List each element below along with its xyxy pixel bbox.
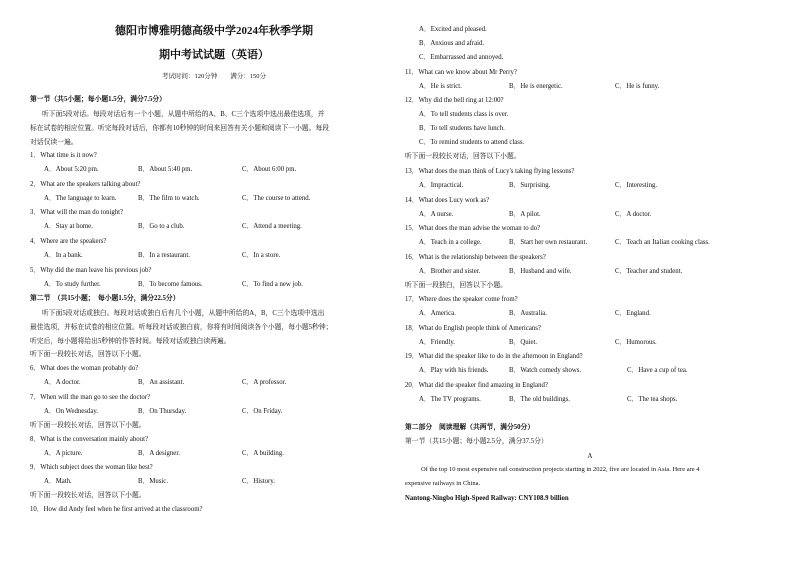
part1-instr-2: 标在试卷的相应位置。听完每段对话后，你都有10秒钟的时间来回答有关小题和阅读下一小题。每段 (30, 125, 330, 132)
q18-option-b: B．Quiet. (509, 339, 538, 346)
q15-option-c: C．Teach an Italian cooking class. (615, 239, 710, 246)
listen-instruction-10: 听下面一段较长对话，回答以下小题。 (30, 492, 146, 499)
q20-stem: 20．What did the speaker find amazing in England? (405, 382, 548, 389)
q1-option-a: A．About 5:20 pm. (44, 166, 99, 173)
q20-option-c: C．The tea shops. (627, 396, 678, 403)
q11-option-c: C．He is funny. (615, 83, 660, 90)
q13-option-b: B．Surprising. (509, 182, 551, 189)
q3-option-c: C．Attend a meeting. (242, 223, 302, 230)
q17-option-c: C．England. (615, 310, 651, 317)
q18-option-c: C．Humorous. (615, 339, 657, 346)
q12-option-b: B．To tell students have lunch. (419, 125, 505, 132)
q19-stem: 19．What did the speaker like to do in the afternoon in England? (405, 353, 583, 360)
q9-stem: 9．Which subject does the woman like best? (30, 464, 153, 471)
q2-stem: 2．What are the speakers talking about? (30, 181, 141, 188)
q2-option-b: B．The film to watch. (138, 195, 200, 202)
q3-stem: 3．What will the man do tonight? (30, 209, 124, 216)
listen-instruction-8: 听下面一段较长对话，回答以下小题。 (30, 422, 146, 429)
q4-option-c: C．In a store. (242, 252, 281, 259)
q8-option-b: B．A designer. (138, 450, 180, 457)
q10-stem: 10．How did Andy feel when he first arrived at the classroom? (30, 506, 203, 513)
q12-option-a: A．To tell students class is over. (419, 111, 509, 118)
q1-stem: 1．What time is it now? (30, 152, 97, 159)
exam-title: 期中考试试题（英语） (159, 49, 269, 61)
part1-title: 第一节（共5小题；每小题1.5分，满分7.5分） (30, 96, 166, 103)
q2-option-a: A．The language to learn. (44, 195, 117, 202)
q9-option-b: B．Music. (138, 478, 169, 485)
passage-letter: A (587, 453, 593, 460)
q5-option-c: C．To find a new job. (242, 281, 303, 288)
school-title: 德阳市博雅明德高级中学2024年秋季学期 (115, 25, 313, 37)
passage-para-2: expensive railways in China. (405, 480, 481, 487)
q8-stem: 8．What is the conversation mainly about? (30, 436, 148, 443)
part1-instr-1: 听下面5段对话。每段对话后有一个小题，从题中所给的A、B、C三个选项中选出最佳选项，并 (42, 111, 325, 118)
exam-info: 考试时间：120分钟 满分：150分 (162, 73, 266, 80)
q6-stem: 6．What does the woman probably do? (30, 365, 139, 372)
q8-option-a: A．A picture. (44, 450, 83, 457)
q15-stem: 15．What does the man advise the woman to do? (405, 225, 541, 232)
q10-option-c: C．Embarrassed and annoyed. (419, 54, 504, 61)
q19-option-a: A．Play with his friends. (419, 367, 489, 374)
q19-option-b: B．Watch comedy shows. (509, 367, 582, 374)
q7-option-b: B．On Thursday. (138, 408, 187, 415)
q11-stem: 11．What can we know about Mr Perry? (405, 69, 517, 76)
q4-option-b: B．In a restaurant. (138, 252, 190, 259)
q6-option-c: C．A professor. (242, 379, 287, 386)
q15-option-b: B．Start her own restaurant. (509, 239, 588, 246)
q17-stem: 17．Where does the speaker come from? (405, 296, 518, 303)
q3-option-a: A．Stay at home. (44, 223, 93, 230)
q10-option-b: B．Anxious and afraid. (419, 40, 485, 47)
listen-instruction-11: 听下面一段较长对话，回答以下小题。 (405, 153, 521, 160)
q9-option-a: A．Math. (44, 478, 72, 485)
q16-stem: 16．What is the relationship between the speakers? (405, 254, 546, 261)
part1-instr-3: 对话仅读一遍。 (30, 139, 78, 146)
q7-stem: 7．When will the man go to see the doctor? (30, 394, 151, 401)
listen-instruction-12: 听下面一段独白，回答以下小题。 (405, 282, 507, 289)
q5-option-a: A．To study further. (44, 281, 101, 288)
q1-option-c: C．About 6:00 pm. (242, 166, 297, 173)
q3-option-b: B．Go to a club. (138, 223, 185, 230)
q20-option-b: B．The old buildings. (509, 396, 570, 403)
q2-option-c: C．The course to attend. (242, 195, 311, 202)
q17-option-a: A．America. (419, 310, 456, 317)
q4-option-a: A．In a bank. (44, 252, 83, 259)
q7-option-a: A．On Wednesday. (44, 408, 99, 415)
q6-option-b: B．An assistant. (138, 379, 185, 386)
q11-option-a: A．He is strict. (419, 83, 462, 90)
q1-option-b: B．About 5:40 pm. (138, 166, 193, 173)
reading-subtitle: 第一节（共15小题；每小题2.5分，满分37.5分） (405, 438, 548, 445)
q10-option-a: A．Excited and pleased. (419, 26, 487, 33)
q12-option-c: C．To remind students to attend class. (419, 139, 525, 146)
q6-option-a: A．A doctor. (44, 379, 81, 386)
part2-instr-3: 听完后，每小题将给出5秒钟的作答时间。每段对话或独白读两遍。 (30, 338, 231, 345)
q13-option-a: A．Impractical. (419, 182, 464, 189)
passage-heading: Nantong-Ningbo High-Speed Railway: CNY108.9 billion (405, 495, 569, 502)
reading-title: 第二部分 阅读理解（共两节，满分50分） (405, 424, 535, 431)
part2-instr-1: 听下面5段对话或独白。每段对话或独白后有几个小题，从题中所给的A，B，C三个选项中选出 (42, 310, 325, 317)
q11-option-b: B．He is energetic. (509, 83, 563, 90)
q20-option-a: A．The TV programs. (419, 396, 481, 403)
q7-option-c: C．On Friday. (242, 408, 283, 415)
q15-option-a: A．Teach in a college. (419, 239, 482, 246)
q19-option-c: C．Have a cup of tea. (627, 367, 688, 374)
q5-stem: 5．Why did the man leave his previous job? (30, 267, 152, 274)
q16-option-c: C．Teacher and student. (615, 268, 683, 275)
part2-instr-2: 最佳选项，并标在试卷的相应位置。听每段对话或独白前，你将有时间阅读各个小题，每小题5秒钟； (30, 324, 333, 331)
q13-stem: 13．What does the man think of Lucy's taking flying lessons? (405, 168, 575, 175)
q14-option-a: A．A nurse. (419, 211, 454, 218)
q16-option-b: B．Husband and wife. (509, 268, 572, 275)
q16-option-a: A．Brother and sister. (419, 268, 481, 275)
q9-option-c: C．History. (242, 478, 275, 485)
q13-option-c: C．Interesting. (615, 182, 658, 189)
q14-option-b: B．A pilot. (509, 211, 541, 218)
q17-option-b: B．Australia. (509, 310, 547, 317)
q18-stem: 18．What do English people think of Americans? (405, 325, 541, 332)
q8-option-c: C．A building. (242, 450, 284, 457)
q18-option-a: A．Friendly. (419, 339, 455, 346)
q12-stem: 12．Why did the bell ring at 12:00? (405, 97, 504, 104)
q5-option-b: B．To become famous. (138, 281, 203, 288)
part2-title: 第二节 （共15小题； 每小题1.5分，满分22.5分） (30, 295, 180, 302)
q4-stem: 4．Where are the speakers? (30, 238, 107, 245)
passage-para-1: Of the top 10 most expensive rail construction projects starting in 2022, five are located in Asia. Here are 4 (421, 466, 700, 473)
q14-option-c: C．A doctor. (615, 211, 652, 218)
listen-instruction-6: 听下面一段较长对话，回答以下小题。 (30, 351, 146, 358)
q14-stem: 14．What does Lucy work as? (405, 197, 490, 204)
